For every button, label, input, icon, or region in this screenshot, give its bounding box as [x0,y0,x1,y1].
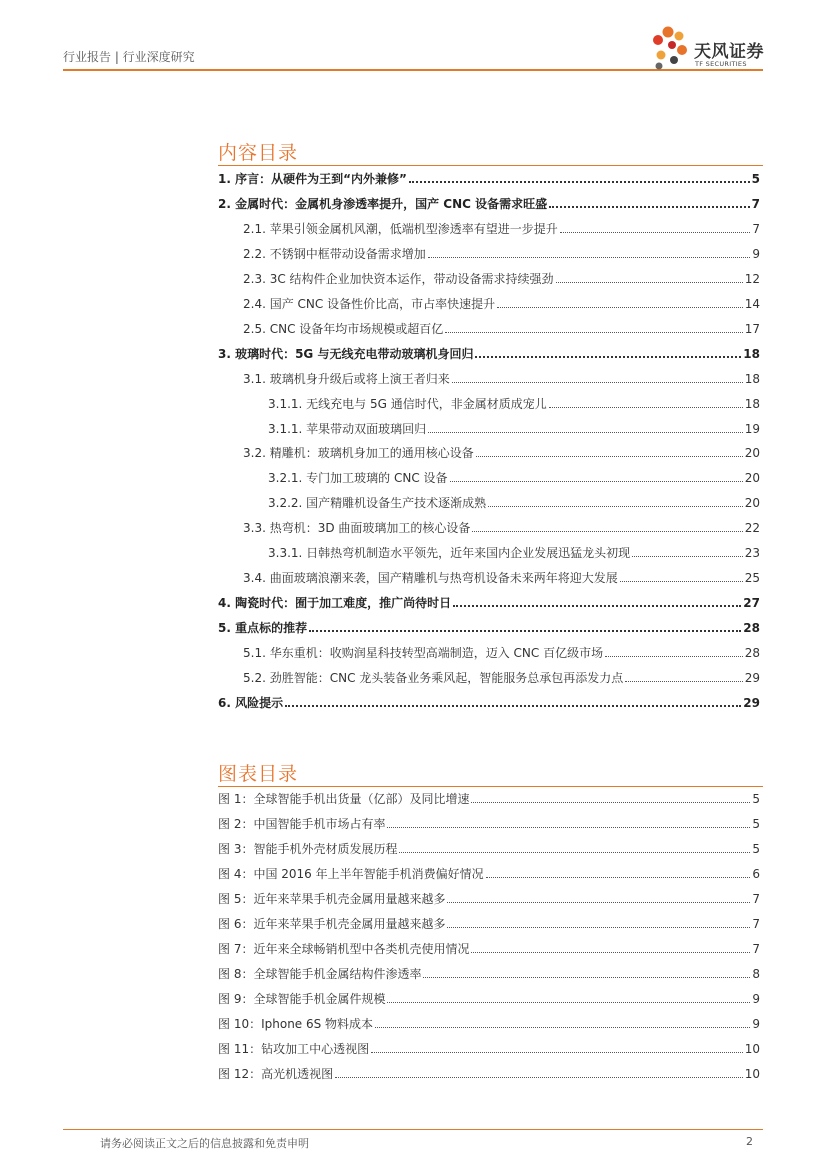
dot-leader [471,952,750,953]
toc-entry[interactable] [218,620,760,636]
dot-leader [472,531,742,532]
dot-leader [428,257,751,258]
brand-logo [650,24,770,72]
dot-leader [549,407,743,408]
entry-page-number: 25 [744,571,760,586]
entry-label: 图 1：全球智能手机出货量（亿部）及同比增速 [218,792,470,806]
page-number: 2 [746,1135,753,1148]
toc-entry[interactable] [243,670,760,686]
entry-page-number: 18 [743,346,760,361]
entry-page-number: 5 [752,817,760,831]
flower-logo-icon [650,24,694,70]
dot-leader [452,382,743,383]
entry-page-number: 29 [744,671,760,685]
entry-page-number: 7 [752,221,760,236]
dot-leader [471,802,750,803]
entry-label: 5.1. 华东重机：收购润星科技转型高端制造，迈入 CNC 百亿级市场 [243,646,604,661]
dot-leader [309,630,741,632]
entry-page-number: 12 [744,271,760,286]
toc-entry[interactable] [268,545,760,561]
figure-entry[interactable] [218,941,760,957]
entry-page-number: 19 [744,421,760,436]
dot-leader [625,681,742,682]
figure-entry[interactable] [218,791,760,807]
toc-entry[interactable] [268,495,760,511]
dot-leader [620,581,743,582]
entry-page-number: 29 [743,695,760,710]
toc-title: 内容目录 [218,142,299,164]
footer-disclaimer: 请务必阅读正文之后的信息披露和免责申明 [100,1137,309,1150]
figure-entry[interactable] [218,891,760,907]
dot-leader [488,506,743,507]
entry-label: 3.4. 曲面玻璃浪潮来袭，国产精雕机与热弯机设备未来两年将迎大发展 [243,571,618,586]
entry-page-number: 20 [744,446,760,461]
entry-page-number: 28 [743,621,760,636]
toc-entry[interactable] [218,171,760,187]
figure-entry[interactable] [218,966,760,982]
entry-page-number: 23 [744,546,760,561]
entry-label: 3. 玻璃时代：5G 与无线充电带动玻璃机身回归 [218,346,474,361]
entry-label: 图 5：近年来苹果手机壳金属用量越来越多 [218,892,446,906]
toc-entry[interactable] [218,695,760,711]
dot-leader [632,556,743,557]
entry-label: 2.3. 3C 结构件企业加快资本运作，带动设备需求持续强劲 [243,271,554,286]
toc-entry[interactable] [243,445,760,461]
toc-entry[interactable] [218,346,760,362]
toc-entry[interactable] [218,595,760,611]
dot-leader [605,656,743,657]
entry-label: 5.2. 劲胜智能：CNC 龙头装备业务乘风起，智能服务总承包再添发力点 [243,671,624,685]
toc-entry[interactable] [243,296,760,312]
figure-entry[interactable] [218,991,760,1007]
dot-leader [475,356,741,358]
entry-label: 2. 金属时代：金属机身渗透率提升，国产 CNC 设备需求旺盛 [218,196,548,211]
entry-page-number: 9 [752,1017,760,1031]
dot-leader [556,282,743,283]
brand-subtitle: TF SECURITIES [695,60,747,68]
dot-leader [476,456,743,457]
entry-page-number: 9 [752,246,760,261]
entry-label: 3.2.2. 国产精雕机设备生产技术逐渐成熟 [268,496,487,511]
entry-page-number: 8 [752,967,760,981]
dot-leader [371,1052,743,1053]
brand-name: 天风证券 [694,42,764,62]
dot-leader [387,1002,750,1003]
entry-page-number: 7 [752,892,760,906]
entry-page-number: 7 [752,917,760,931]
entry-label: 图 3：智能手机外壳材质发展历程 [218,842,398,856]
entry-page-number: 6 [752,867,760,881]
entry-page-number: 20 [744,496,760,511]
figure-entry[interactable] [218,841,760,857]
entry-page-number: 7 [752,942,760,956]
entry-label: 图 9：全球智能手机金属件规模 [218,992,386,1006]
entry-label: 2.2. 不锈钢中框带动设备需求增加 [243,246,426,261]
entry-page-number: 10 [744,1067,760,1081]
dot-leader [375,1027,750,1028]
entry-page-number: 18 [744,396,760,411]
entry-label: 图 12：高光机透视图 [218,1067,334,1081]
toc-entry[interactable] [243,570,760,586]
toc-entry[interactable] [243,221,760,237]
entry-label: 2.4. 国产 CNC 设备性价比高，市占率快速提升 [243,296,496,311]
toc-entry[interactable] [243,246,760,262]
entry-label: 图 10：Iphone 6S 物料成本 [218,1017,374,1031]
entry-page-number: 9 [752,992,760,1006]
entry-label: 4. 陶瓷时代：囿于加工难度，推广尚待时日 [218,596,452,611]
figures-title-divider [218,786,763,787]
dot-leader [387,827,750,828]
dot-leader [447,902,750,903]
entry-label: 3.1.1. 苹果带动双面玻璃回归 [268,421,427,436]
dot-leader [428,432,743,433]
dot-leader [486,877,751,878]
toc-entry[interactable] [243,520,760,536]
entry-page-number: 5 [752,792,760,806]
dot-leader [285,705,741,707]
dot-leader [423,977,750,978]
entry-page-number: 14 [744,296,760,311]
toc-entry[interactable] [268,396,760,412]
dot-leader [335,1077,743,1078]
entry-page-number: 17 [744,321,760,336]
dot-leader [549,206,750,208]
figure-entry[interactable] [218,1041,760,1057]
entry-label: 3.3. 热弯机：3D 曲面玻璃加工的核心设备 [243,521,471,536]
entry-label: 图 6：近年来苹果手机壳金属用量越来越多 [218,917,446,931]
entry-label: 1. 序言：从硬件为王到“内外兼修” [218,172,407,186]
toc-entry[interactable] [243,371,760,387]
toc-entry[interactable] [268,421,760,437]
dot-leader [445,332,742,333]
entry-label: 图 4：中国 2016 年上半年智能手机消费偏好情况 [218,867,484,881]
entry-page-number: 22 [744,521,760,536]
entry-page-number: 7 [751,196,760,211]
dot-leader [399,852,750,853]
figure-entry[interactable] [218,916,760,932]
dot-leader [453,605,741,607]
dot-leader [560,232,751,233]
toc-entry[interactable] [268,470,760,486]
entry-label: 3.2.1. 专门加工玻璃的 CNC 设备 [268,471,448,486]
figure-entry[interactable] [218,1066,760,1082]
dot-leader [447,927,750,928]
entry-label: 3.3.1. 日韩热弯机制造水平领先，近年来国内企业发展迅猛龙头初现 [268,546,631,561]
toc-entry[interactable] [218,196,760,212]
toc-entry[interactable] [243,271,760,287]
figure-entry[interactable] [218,866,760,882]
footer-divider [63,1129,763,1130]
dot-leader [450,481,743,482]
toc-entry[interactable] [243,645,760,661]
entry-label: 2.1. 苹果引领金属机风潮，低端机型渗透率有望进一步提升 [243,221,558,236]
dot-leader [409,181,750,183]
entry-label: 图 8：全球智能手机金属结构件渗透率 [218,967,422,981]
entry-label: 3.2. 精雕机：玻璃机身加工的通用核心设备 [243,446,474,461]
entry-label: 5. 重点标的推荐 [218,621,308,636]
entry-label: 图 11：钻攻加工中心透视图 [218,1042,370,1056]
entry-label: 3.1.1. 无线充电与 5G 通信时代，非金属材质成宠儿 [268,396,547,411]
toc-entry[interactable] [243,321,760,337]
entry-page-number: 20 [744,471,760,486]
figure-entry[interactable] [218,816,760,832]
entry-label: 图 2：中国智能手机市场占有率 [218,817,386,831]
entry-page-number: 5 [752,842,760,856]
dot-leader [497,307,743,308]
entry-label: 图 7：近年来全球畅销机型中各类机壳使用情况 [218,942,470,956]
entry-page-number: 18 [744,371,760,386]
figure-entry[interactable] [218,1016,760,1032]
entry-label: 2.5. CNC 设备年均市场规模或超百亿 [243,321,444,336]
figures-title: 图表目录 [218,763,299,785]
entry-page-number: 28 [744,646,760,661]
entry-label: 3.1. 玻璃机身升级后或将上演王者归来 [243,371,450,386]
entry-page-number: 27 [743,596,760,611]
entry-label: 6. 风险提示 [218,695,284,710]
report-category: 行业报告 | 行业深度研究 [63,50,195,64]
toc-title-divider [218,165,763,166]
entry-page-number: 5 [751,172,760,186]
entry-page-number: 10 [744,1042,760,1056]
